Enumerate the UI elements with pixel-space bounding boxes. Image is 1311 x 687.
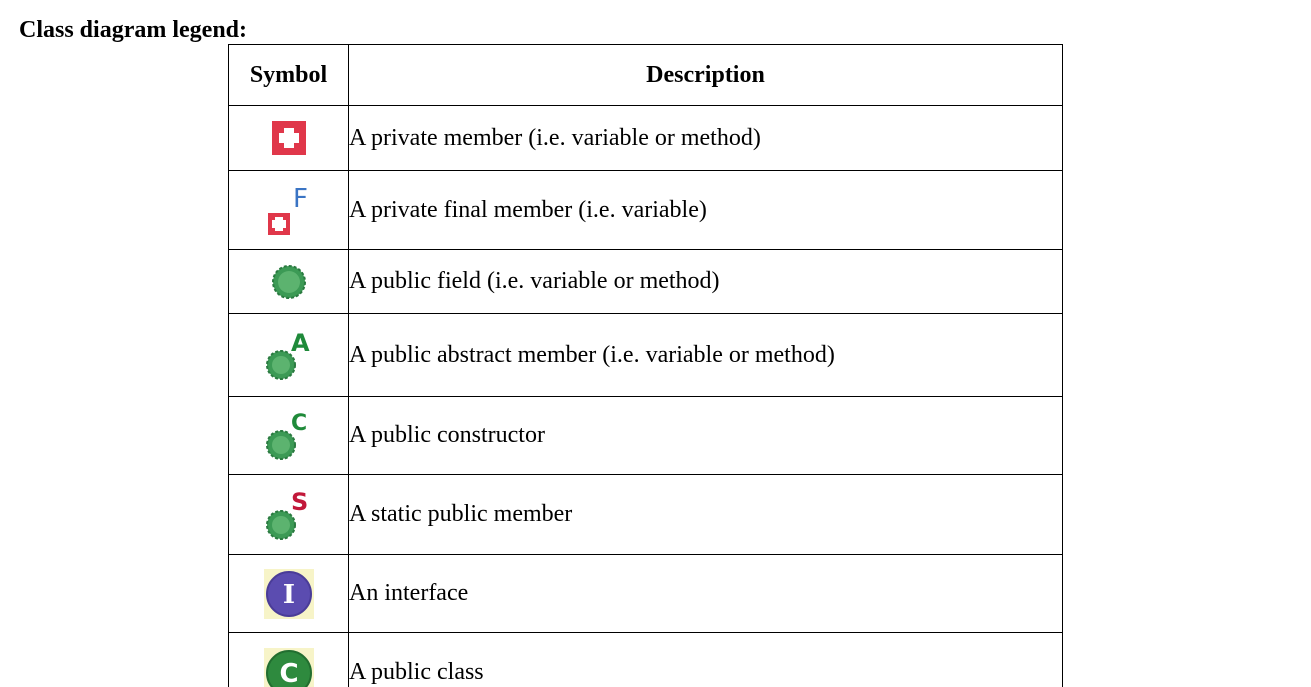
table-row [229, 106, 1063, 171]
static-public-member-icon [265, 488, 313, 542]
description-cell: A private final member (i.e. variable) [349, 171, 1063, 250]
symbol-cell [229, 555, 349, 633]
class-letter: C [278, 658, 299, 687]
legend-table [228, 44, 1063, 687]
description-cell: An interface [349, 555, 1063, 633]
final-letter: F [292, 184, 308, 214]
table-row [229, 250, 1063, 314]
private-member-icon [272, 121, 306, 155]
constructor-letter: C [290, 410, 307, 436]
page-title: Class diagram legend: [19, 17, 247, 43]
interface-icon [264, 569, 314, 619]
table-row [229, 314, 1063, 397]
symbol-cell [229, 314, 349, 397]
table-row [229, 555, 1063, 633]
interface-letter: I [282, 579, 295, 610]
table-row [229, 171, 1063, 250]
static-letter: S [290, 487, 308, 516]
public-field-icon [271, 264, 307, 300]
column-header-symbol: Symbol [229, 45, 349, 106]
table-row [229, 397, 1063, 475]
column-header-description: Description [349, 45, 1063, 106]
description-cell: A public field (i.e. variable or method) [349, 250, 1063, 314]
symbol-cell [229, 397, 349, 475]
table-header-row [229, 45, 1063, 106]
description-cell: A public class [349, 633, 1063, 687]
public-class-icon [264, 648, 314, 687]
private-final-member-icon [267, 183, 311, 237]
symbol-cell [229, 633, 349, 687]
description-cell: A private member (i.e. variable or method) [349, 106, 1063, 171]
public-constructor-icon [265, 410, 313, 462]
description-cell: A static public member [349, 475, 1063, 555]
description-cell: A public constructor [349, 397, 1063, 475]
symbol-cell [229, 171, 349, 250]
symbol-cell [229, 475, 349, 555]
symbol-cell [229, 250, 349, 314]
public-abstract-member-icon [265, 327, 313, 383]
table-row [229, 633, 1063, 687]
table-row [229, 475, 1063, 555]
abstract-letter: A [290, 329, 310, 357]
description-cell: A public abstract member (i.e. variable or method) [349, 314, 1063, 397]
symbol-cell [229, 106, 349, 171]
